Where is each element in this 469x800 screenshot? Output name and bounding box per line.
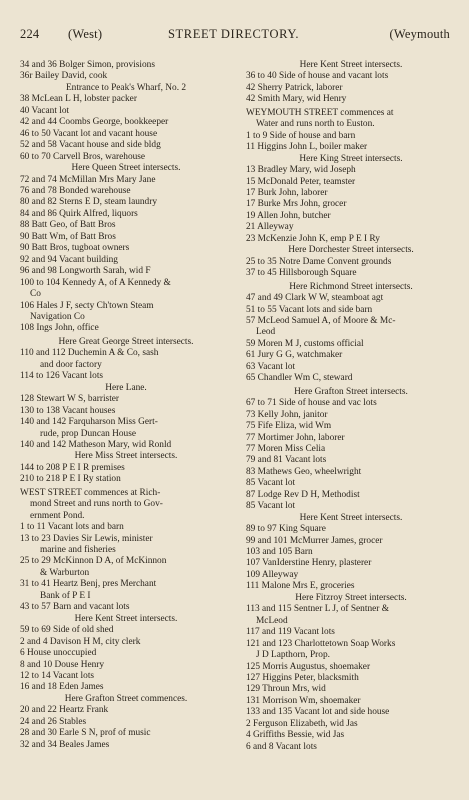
section-heading: Here Lane. xyxy=(105,382,147,393)
directory-entry: 2 Ferguson Elizabeth, wid Jas xyxy=(246,718,358,729)
directory-entry: 17 Burke Mrs John, grocer xyxy=(246,199,347,210)
directory-entry: 84 and 86 Quirk Alfred, liquors xyxy=(20,208,138,219)
directory-entry: 12 to 14 Vacant lots xyxy=(20,671,95,682)
directory-entry: 42 and 44 Coombs George, bookkeeper xyxy=(20,117,169,128)
directory-entry: Leod xyxy=(256,327,276,338)
directory-entry: 17 Burk John, laborer xyxy=(246,187,328,198)
directory-entry: 103 and 105 Barn xyxy=(246,547,313,558)
directory-entry: marine and fisheries xyxy=(40,545,116,556)
directory-entry: 51 to 55 Vacant lots and side barn xyxy=(246,304,373,315)
directory-entry: McLeod xyxy=(256,615,288,626)
directory-entry: 144 to 208 P E I R premises xyxy=(20,462,125,473)
directory-entry: 140 and 142 Matheson Mary, wid Ronld xyxy=(20,439,172,450)
directory-entry: 99 and 101 McMurrer James, grocer xyxy=(246,535,383,546)
directory-entry: 11 Higgins John L, boiler maker xyxy=(246,142,368,153)
directory-entry: 80 and 82 Sterns E D, steam laundry xyxy=(20,197,158,208)
directory-entry: 75 Fife Eliza, wid Wm xyxy=(246,421,332,432)
directory-entry: 47 and 49 Clark W W, steamboat agt xyxy=(246,293,384,304)
directory-entry: 6 and 8 Vacant lots xyxy=(246,741,317,752)
section-heading: Here Kent Street intersects. xyxy=(299,512,403,523)
directory-entry: 73 Kelly John, janitor xyxy=(246,409,328,420)
directory-entry: 87 Lodge Rev D H, Methodist xyxy=(246,489,360,500)
directory-entry: & Warburton xyxy=(40,567,90,578)
directory-entry: 90 Batt Bros, tugboat owners xyxy=(20,243,130,254)
directory-entry: Bank of P E I xyxy=(40,590,91,601)
directory-entry: 6 House unoccupied xyxy=(20,648,97,659)
section-heading: Here Kent Street intersects. xyxy=(74,613,178,624)
directory-entry: 2 and 4 Davison H M, city clerk xyxy=(20,636,141,647)
section-heading: Entrance to Peak's Wharf, No. 2 xyxy=(65,82,187,93)
directory-entry: Navigation Co xyxy=(30,311,85,322)
directory-entry: J D Lapthorn, Prop. xyxy=(256,650,330,661)
directory-entry: 52 and 58 Vacant house and side bldg xyxy=(20,140,161,151)
directory-entry: 15 McDonald Peter, teamster xyxy=(246,176,356,187)
directory-entry: 210 to 218 P E I Ry station xyxy=(20,474,121,485)
directory-entry: 16 and 18 Eden James xyxy=(20,682,104,693)
directory-entry: 38 McLean L H, lobster packer xyxy=(20,94,137,105)
directory-entry: 23 McKenzie John K, emp P E I Ry xyxy=(246,233,380,244)
directory-entry: 92 and 94 Vacant building xyxy=(20,254,118,265)
directory-entry: 88 Batt Geo, of Batt Bros xyxy=(20,220,116,231)
directory-entry: 117 and 119 Vacant lots xyxy=(246,627,335,638)
directory-entry: and door factory xyxy=(40,359,102,370)
directory-entry: 127 Higgins Peter, blacksmith xyxy=(246,673,359,684)
directory-entry: 37 to 45 Hillsborough Square xyxy=(246,268,357,279)
section-heading: Here Miss Street intersects. xyxy=(74,451,178,462)
directory-entry: 77 Mortimer John, laborer xyxy=(246,432,345,443)
section-heading: Here Kent Street intersects. xyxy=(299,60,403,70)
directory-entry: 13 to 23 Davies Sir Lewis, minister xyxy=(20,533,153,544)
directory-entry: 106 Hales J F, secty Ch'town Steam xyxy=(20,300,154,311)
directory-entry: 113 and 115 Sentner L J, of Sentner & xyxy=(246,604,389,615)
directory-entry: 24 and 26 Stables xyxy=(20,716,87,727)
directory-entry: 67 to 71 Side of house and vac lots xyxy=(246,398,377,409)
directory-entry: 131 Morrison Wm, shoemaker xyxy=(246,695,361,706)
directory-entry: 125 Morris Augustus, shoemaker xyxy=(246,661,371,672)
directory-entry: 110 and 112 Duchemin A & Co, sash xyxy=(20,348,159,359)
section-heading: Here Fitzroy Street intersects. xyxy=(295,592,407,603)
directory-entry: 140 and 142 Farquharson Miss Gert- xyxy=(20,417,158,428)
directory-entry: 40 Vacant lot xyxy=(20,105,70,116)
directory-entry: rude, prop Duncan House xyxy=(40,428,137,439)
directory-entry: 28 and 30 Earle S N, prof of music xyxy=(20,728,151,739)
section-heading: Here Richmond Street intersects. xyxy=(289,281,413,292)
directory-entry: 128 Stewart W S, barrister xyxy=(20,394,120,405)
directory-entry: 36 to 40 Side of house and vacant lots xyxy=(246,71,389,82)
directory-entry: 72 and 74 McMillan Mrs Mary Jane xyxy=(20,174,156,185)
directory-entry: 96 and 98 Longworth Sarah, wid F xyxy=(20,266,151,277)
running-head-street: (Weymouth xyxy=(389,27,450,41)
directory-entry: 20 and 22 Heartz Frank xyxy=(20,705,109,716)
directory-entry: 133 and 135 Vacant lot and side house xyxy=(246,707,390,718)
directory-entry: 42 Smith Mary, wid Henry xyxy=(246,94,347,105)
directory-entry: Co xyxy=(30,289,41,300)
section-heading: Here King Street intersects. xyxy=(299,153,403,164)
page-header xyxy=(20,27,450,43)
directory-entry: 57 McLeod Samuel A, of Moore & Mc- xyxy=(246,315,396,326)
directory-entry: WEYMOUTH STREET commences at xyxy=(246,107,394,118)
directory-entry: 61 Jury G G, watchmaker xyxy=(246,350,343,361)
directory-entry: 79 and 81 Vacant lots xyxy=(246,455,327,466)
directory-entry: 89 to 97 King Square xyxy=(246,524,326,535)
directory-entry: 25 to 29 McKinnon D A, of McKinnon xyxy=(20,556,167,567)
directory-entry: 46 to 50 Vacant lot and vacant house xyxy=(20,128,158,139)
right-column xyxy=(246,60,456,753)
directory-entry: 121 and 123 Charlottetown Soap Works xyxy=(246,638,396,649)
directory-entry: 85 Vacant lot xyxy=(246,501,296,512)
directory-entry: 25 to 35 Notre Dame Convent grounds xyxy=(246,256,392,267)
directory-entry: mond Street and runs north to Gov- xyxy=(30,499,163,510)
directory-entry: 76 and 78 Bonded warehouse xyxy=(20,185,131,196)
directory-entry: 36r Bailey David, cook xyxy=(20,71,108,82)
directory-entry: 77 Moren Miss Celia xyxy=(246,443,326,454)
directory-entry: Water and runs north to Euston. xyxy=(256,119,375,130)
page-side-label: (West) xyxy=(68,27,103,41)
section-heading: Here Queen Street intersects. xyxy=(71,163,181,174)
left-column xyxy=(20,60,232,751)
directory-entry: 13 Bradley Mary, wid Joseph xyxy=(246,165,356,176)
directory-entry: 108 Ings John, office xyxy=(20,323,99,334)
directory-entry: 130 to 138 Vacant houses xyxy=(20,405,116,416)
directory-entry: WEST STREET commences at Rich- xyxy=(20,487,161,498)
page-title: STREET DIRECTORY. xyxy=(168,27,300,41)
directory-entry: 4 Griffiths Bessie, wid Jas xyxy=(246,730,345,741)
directory-entry: 109 Alleyway xyxy=(246,569,299,580)
directory-entry: 32 and 34 Beales James xyxy=(20,739,110,750)
section-heading: Here Great George Street intersects. xyxy=(58,336,194,347)
directory-entry: 59 Moren M J, customs official xyxy=(246,338,364,349)
directory-entry: 34 and 36 Bolger Simon, provisions xyxy=(20,60,155,70)
directory-entry: 83 Mathews Geo, wheelwright xyxy=(246,466,362,477)
directory-entry: 21 Alleyway xyxy=(246,222,294,233)
directory-entry: 114 to 126 Vacant lots xyxy=(20,371,104,382)
directory-entry: 8 and 10 Douse Henry xyxy=(20,659,105,670)
directory-entry: 59 to 69 Side of old shed xyxy=(20,625,114,636)
directory-entry: 100 to 104 Kennedy A, of A Kennedy & xyxy=(20,277,171,288)
directory-entry: 42 Sherry Patrick, laborer xyxy=(246,82,343,93)
directory-entry: 107 VanIderstine Henry, plasterer xyxy=(246,558,372,569)
section-heading: Here Grafton Street commences. xyxy=(64,693,188,704)
directory-entry: 43 to 57 Barn and vacant lots xyxy=(20,602,130,613)
directory-entry: 111 Malone Mrs E, groceries xyxy=(246,581,355,592)
section-heading: Here Grafton Street intersects. xyxy=(294,386,408,397)
directory-entry: 63 Vacant lot xyxy=(246,361,296,372)
page-number: 224 xyxy=(20,27,40,41)
directory-entry: 65 Chandler Wm C, steward xyxy=(246,373,353,384)
directory-entry: 60 to 70 Carvell Bros, warehouse xyxy=(20,151,146,162)
section-heading: Here Dorchester Street intersects. xyxy=(288,245,414,256)
directory-entry: ernment Pond. xyxy=(30,510,85,521)
directory-entry: 85 Vacant lot xyxy=(246,478,296,489)
directory-entry: 19 Allen John, butcher xyxy=(246,210,331,221)
directory-entry: 1 to 11 Vacant lots and barn xyxy=(20,522,124,533)
directory-entry: 90 Batt Wm, of Batt Bros xyxy=(20,231,116,242)
directory-entry: 129 Throun Mrs, wid xyxy=(246,684,326,695)
directory-entry: 1 to 9 Side of house and barn xyxy=(246,130,356,141)
directory-entry: 31 to 41 Heartz Benj, pres Merchant xyxy=(20,579,157,590)
